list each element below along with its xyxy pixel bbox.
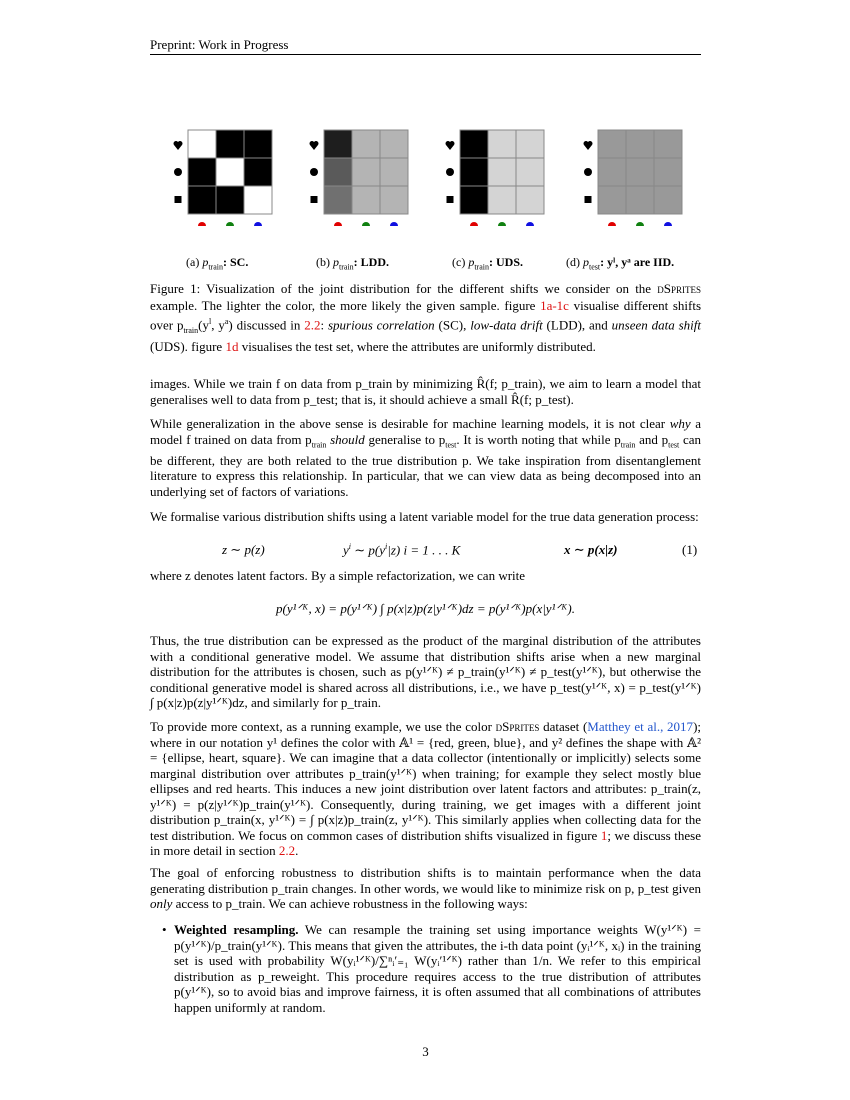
grid-cell: [244, 158, 272, 186]
color-marker: [198, 222, 206, 226]
grid-cell: [460, 158, 488, 186]
header-rule: [150, 54, 701, 55]
color-marker: [334, 222, 342, 226]
grid-cell: [324, 186, 352, 214]
grid-cell: [324, 130, 352, 158]
grid-cell: [188, 130, 216, 158]
bullet-weighted-resampling: • Weighted resampling. We can resample the training set using importance weights W(y¹ᐟᴷ) = p(y¹ᐟᴷ)/p_train(y¹ᐟᴷ). This means that given the attributes, the i-th data point (yᵢ¹ᐟᴷ, xᵢ) in the training set is used with probability W(yᵢ¹ᐟᴷ)/∑ⁿᵢ′₌₁ W(yᵢ′¹ᐟᴷ) rather than 1/n. We refer to this empirical distribution as p_reweight. This procedure requires access to the true distribution of attributes p(y¹ᐟᴷ), so to avoid bias and improve fairness, it is often assumed that all combinations of attributes happen uniformly at random.: [162, 922, 701, 1015]
grid-cell: [188, 158, 216, 186]
paragraph-5: Thus, the true distribution can be expressed as the product of the marginal distribution of the attributes with a conditional generative model. We assume that distribution shifts arise when a new marginal distribution for the attributes is chosen, such as p(y¹ᐟᴷ) ≠ p_train(y¹ᐟᴷ) ≠ p_test(y¹ᐟᴷ), but otherwise the conditional generative model is shared across all distributions, i.e., we have p_test(y¹ᐟᴷ, x) = p_test(y¹ᐟᴷ) ∫ p(x|z)p(z|y¹ᐟᴷ)dz, and similarly for p_train.: [150, 633, 701, 710]
grid-cell: [460, 130, 488, 158]
grid-cell: [516, 130, 544, 158]
grid-cell: [516, 158, 544, 186]
paragraph-2: While generalization in the above sense is desirable for machine learning models, it is not clear why a model f trained on data from $p_{train}$ should generalise to $p_{test}$. It is worth noting that while $p_{train}$ and $p_{test}$ can be different, they are both related to the true distribution p. We take inspiration from disentanglement literature to express this relationship. In particular, that we can view data as being decomposed into an underlying set of factors of variations.: [150, 416, 701, 499]
grid-cell: [244, 130, 272, 158]
grid-cell: [488, 158, 516, 186]
square-icon: [175, 196, 182, 203]
grid-a: [172, 128, 282, 238]
grid-cell: [626, 130, 654, 158]
running-header: Preprint: Work in Progress: [150, 37, 289, 52]
grid-cell: [460, 186, 488, 214]
ellipse-icon: [310, 168, 318, 176]
grid-cell: [352, 186, 380, 214]
grid-cell: [380, 130, 408, 158]
ref-fig-1d[interactable]: 1d: [225, 339, 239, 355]
color-marker: [498, 222, 506, 226]
grid-cell: [380, 158, 408, 186]
grid-cell: [626, 158, 654, 186]
color-marker: [226, 222, 234, 226]
color-marker: [636, 222, 644, 226]
bullet-dot-icon: •: [162, 922, 167, 937]
grid-cell: [598, 130, 626, 158]
grid-cell: [516, 186, 544, 214]
grid-c: [444, 128, 554, 238]
color-marker: [362, 222, 370, 226]
paragraph-6: To provide more context, as a running example, we use the color dSprites dataset (Matthey et al., 2017); where in our notation y¹ defines the color with 𝔸¹ = {red, green, blue}, and y² defines the shape with 𝔸² = {ellipse, heart, square}. We can imagine that a data collector (intentionally or implicitly) selects some marginal distribution over attributes p_train(y¹ᐟᴷ) when training; for example they select mostly blue ellipses and red hearts. This induces a new joint distribution over latent factors and attributes: p_train(z, y¹ᐟᴷ) = p(z|y¹ᐟᴷ)p_train(y¹ᐟᴷ). Consequently, during training, we get images with a different joint distribution p_train(x, y¹ᐟᴷ) = ∫ p(x|z)p_train(z, y¹ᐟᴷ). This similarly applies when collecting data for the test distribution. We focus on common cases of distribution shifts visualized in figure 1; we discuss these in more detail in section 2.2.: [150, 719, 702, 858]
grid-cell: [244, 186, 272, 214]
color-marker: [254, 222, 262, 226]
grid-cell: [216, 130, 244, 158]
grid-cell: [216, 186, 244, 214]
grid-cell: [488, 130, 516, 158]
grid-cell: [188, 186, 216, 214]
grid-d: [582, 128, 692, 238]
subcaption-c: (c) $p_{train}$: UDS.: [452, 255, 524, 272]
grid-cell: [380, 186, 408, 214]
grid-b: [308, 128, 418, 238]
ref-figure-1[interactable]: 1: [600, 827, 608, 843]
ellipse-icon: [174, 168, 182, 176]
paragraph-1: images. While we train f on data from p_train by minimizing R̂(f; p_train), we aim to learn a model that generalises well to data from p_test; that is, it should achieve a small R̂(f; p_test).: [150, 376, 701, 407]
heart-icon: [584, 141, 593, 150]
paragraph-4: where z denotes latent factors. By a simple refactorization, we can write: [150, 568, 526, 583]
grid-cell: [488, 186, 516, 214]
ellipse-icon: [446, 168, 454, 176]
ref-fig-1a-1c[interactable]: 1a-1c: [540, 297, 569, 313]
ref-section-2-2[interactable]: 2.2: [304, 317, 321, 333]
grid-cell: [216, 158, 244, 186]
grid-cell: [654, 186, 682, 214]
grid-cell: [352, 158, 380, 186]
subcaption-d: (d) $p_{test}$: yˡ, yᵃ are IID.: [566, 255, 675, 272]
panel-d: [582, 128, 692, 238]
cite-matthey-2017[interactable]: Matthey et al., 2017: [587, 719, 694, 734]
grid-cell: [324, 158, 352, 186]
square-icon: [585, 196, 592, 203]
paragraph-3: We formalise various distribution shifts using a latent variable model for the true data generation process:: [150, 509, 699, 524]
ellipse-icon: [584, 168, 592, 176]
grid-cell: [598, 158, 626, 186]
grid-cell: [626, 186, 654, 214]
page-number: 3: [422, 1044, 429, 1059]
equation-2: p(y¹ᐟᴷ, x) = p(y¹ᐟᴷ) ∫ p(x|z)p(z|y¹ᐟᴷ)dz = p(y¹ᐟᴷ)p(x|y¹ᐟᴷ).: [276, 601, 575, 616]
square-icon: [311, 196, 318, 203]
grid-cell: [352, 130, 380, 158]
paragraph-7: The goal of enforcing robustness to distribution shifts is to maintain performance when the data generating distribution p_train changes. In other words, we would like to minimize risk on p, p_test given only access to p_train. We can achieve robustness in the following ways:: [150, 865, 701, 911]
ref-section-2-2-body[interactable]: 2.2: [278, 843, 296, 858]
color-marker: [526, 222, 534, 226]
panel-a: [172, 128, 282, 238]
subcaption-a: (a) $p_{train}$: SC.: [186, 255, 249, 272]
color-marker: [608, 222, 616, 226]
grid-cell: [654, 130, 682, 158]
subcaption-b: (b) $p_{train}$: LDD.: [316, 255, 390, 272]
color-marker: [470, 222, 478, 226]
grid-cell: [598, 186, 626, 214]
heart-icon: [310, 141, 319, 150]
figure-1: [172, 128, 702, 238]
heart-icon: [446, 141, 455, 150]
square-icon: [447, 196, 454, 203]
color-marker: [664, 222, 672, 226]
heart-icon: [174, 141, 183, 150]
panel-c: [444, 128, 554, 238]
grid-cell: [654, 158, 682, 186]
figure-caption: Figure 1: Visualization of the joint distribution for the different shifts we consider on the dSprites example. The lighter the color, the more likely the given sample. figure 1a-1c visualise different shifts over $p_{train}(y^l$, $y^a$) discussed in 2.2: spurious correlation (SC), low-data drift (LDD), and unseen data shift (UDS). figure 1d visualises the test set, where the attributes are uniformly distributed.: [150, 281, 702, 355]
color-marker: [390, 222, 398, 226]
panel-b: [308, 128, 418, 238]
